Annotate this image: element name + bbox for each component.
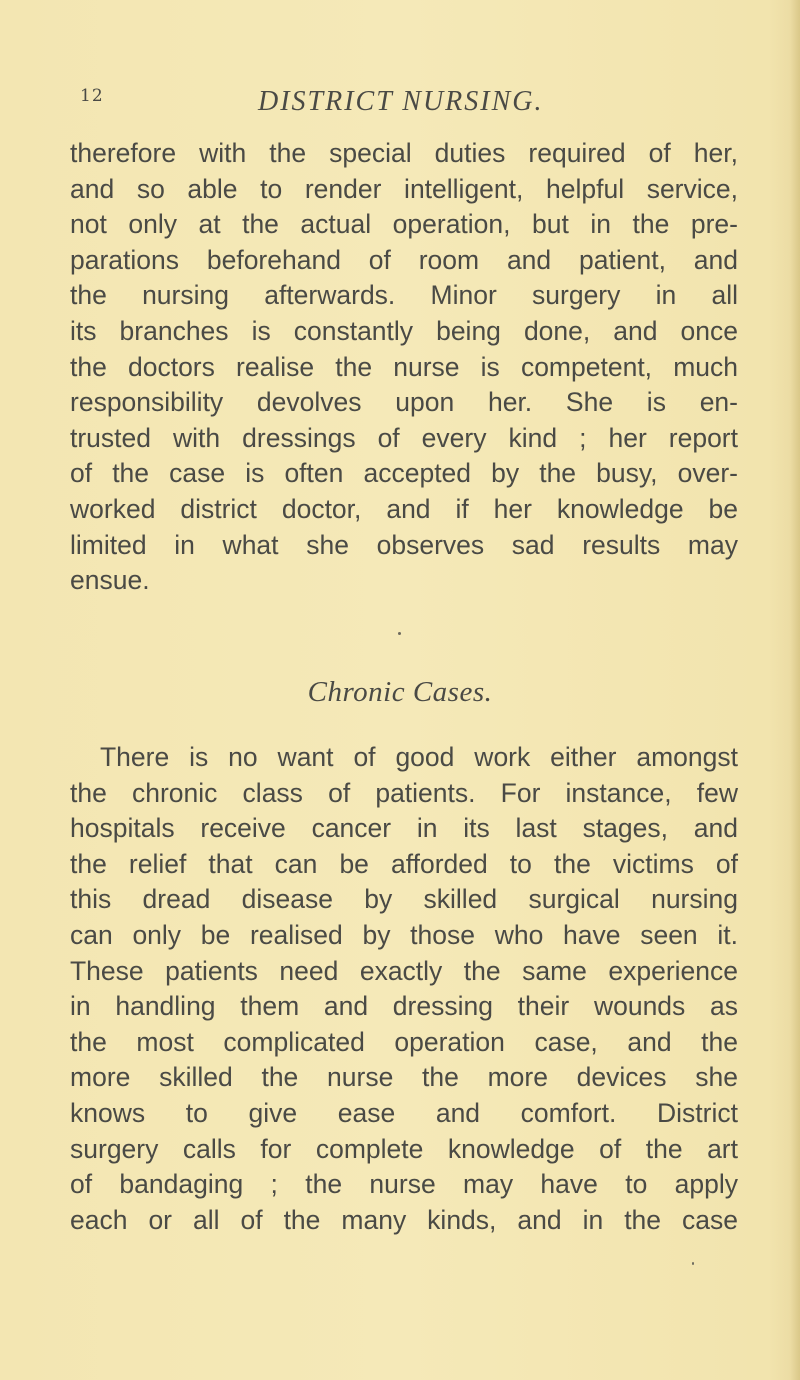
text-line: this dread disease by skilled surgical nursing <box>70 884 738 915</box>
text-line: of bandaging ; the nurse may have to apply <box>70 1169 738 1200</box>
ink-speck <box>692 1262 694 1265</box>
text-line: ensue. <box>70 565 150 596</box>
text-line: There is no want of good work either amongst <box>100 742 738 772</box>
text-line: the nursing afterwards. Minor surgery in all <box>70 280 738 311</box>
text-line: the chronic class of patients. For instance, few <box>70 777 738 808</box>
section-heading: Chronic Cases. <box>307 676 493 708</box>
text-line: hospitals receive cancer in its last stages, and <box>70 813 738 844</box>
running-head: DISTRICT NURSING. <box>258 86 544 117</box>
text-line: not only at the actual operation, but in the pre- <box>70 209 738 240</box>
text-line: more skilled the nurse the more devices she <box>70 1062 738 1093</box>
text-line: responsibility devolves upon her. She is en- <box>70 387 738 418</box>
text-line: the most complicated operation case, and the <box>70 1026 738 1057</box>
text-line: of the case is often accepted by the busy, over- <box>70 458 738 489</box>
text-line: trusted with dressings of every kind ; her report <box>70 422 738 453</box>
text-line: surgery calls for complete knowledge of the art <box>70 1133 738 1164</box>
paragraph-1 <box>70 136 738 599</box>
page-number: 12 <box>80 86 104 106</box>
text-line: the relief that can be afforded to the victims of <box>70 848 738 879</box>
text-line: worked district doctor, and if her knowledge be <box>70 493 738 524</box>
text-line: can only be realised by those who have seen it. <box>70 919 738 950</box>
text-line: the doctors realise the nurse is competent, much <box>70 351 738 382</box>
text-line: limited in what she observes sad results may <box>70 529 738 560</box>
paragraph-2 <box>70 740 738 1238</box>
text-line: These patients need exactly the same experience <box>70 955 738 986</box>
text-line: and so able to render intelligent, helpful service, <box>70 173 738 204</box>
ink-speck <box>398 632 401 635</box>
text-line: in handling them and dressing their wounds as <box>70 991 738 1022</box>
text-line: each or all of the many kinds, and in the case <box>70 1204 738 1235</box>
text-line: therefore with the special duties required of her, <box>70 138 738 168</box>
page-header <box>70 86 730 126</box>
text-line: its branches is constantly being done, and once <box>70 315 738 346</box>
text-line: knows to give ease and comfort. District <box>70 1097 738 1128</box>
text-line: parations beforehand of room and patient, and <box>70 244 738 275</box>
